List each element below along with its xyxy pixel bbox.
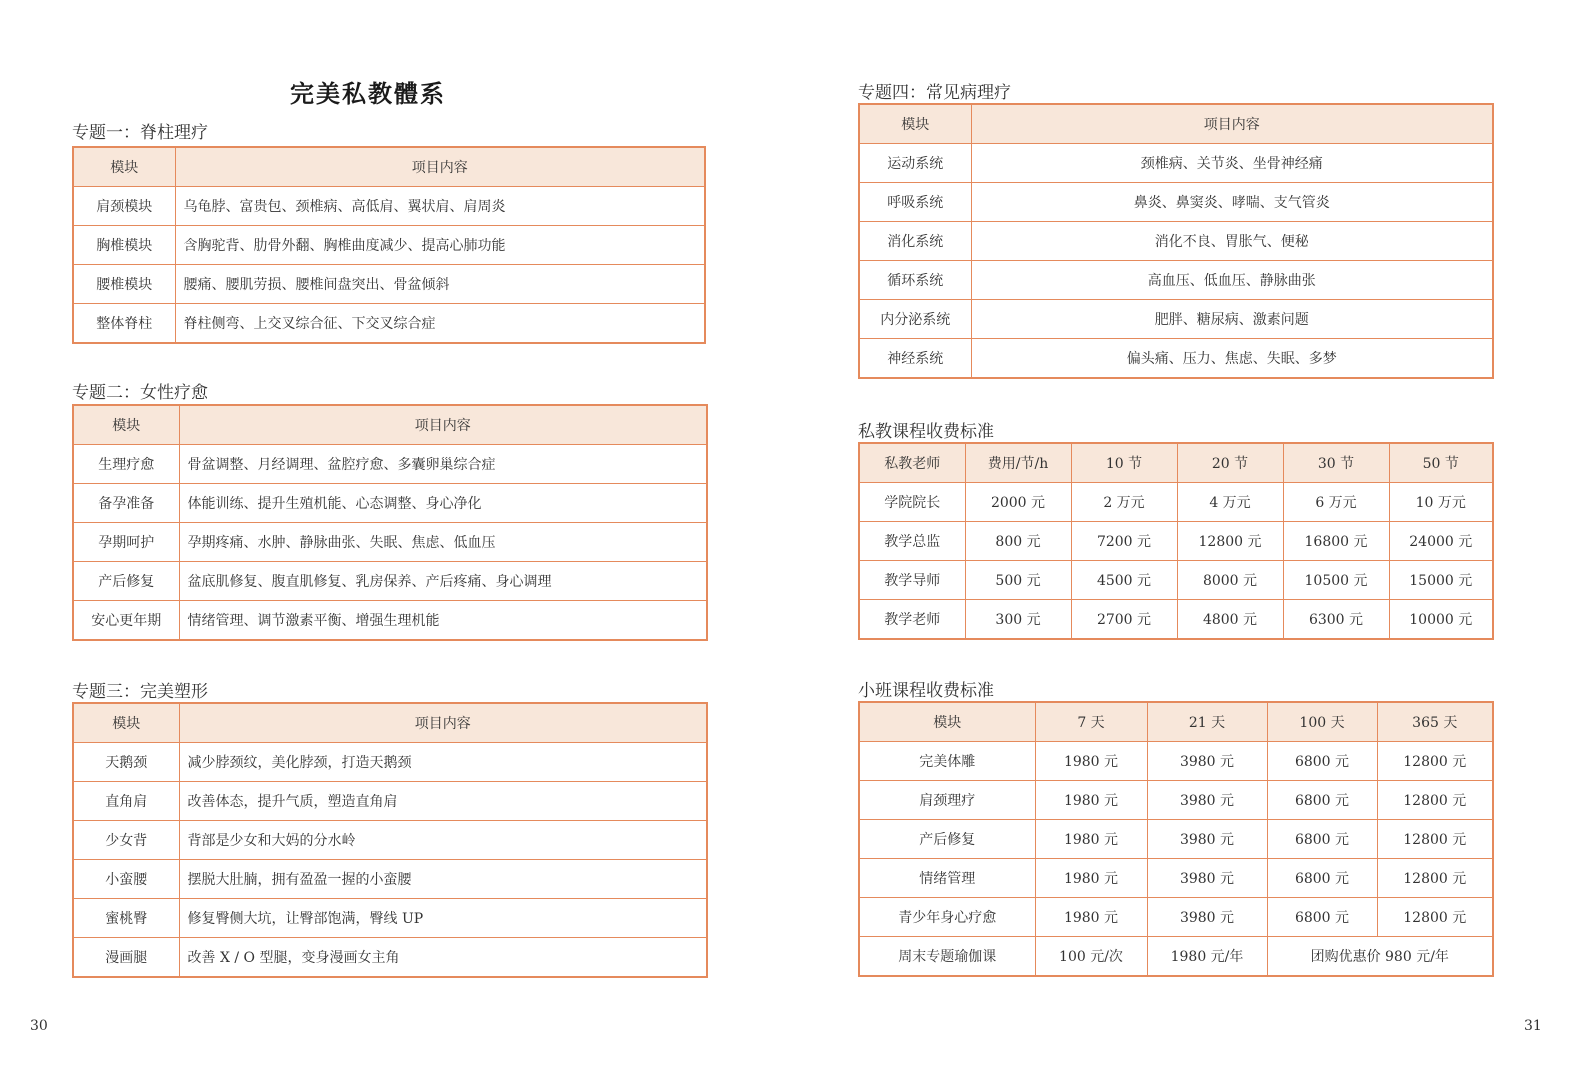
header-cell: 50 节	[1389, 443, 1493, 483]
page-number-left: 30	[30, 1018, 48, 1034]
table-header-row	[859, 702, 1493, 742]
table-row	[73, 860, 707, 899]
table-row	[73, 187, 705, 226]
price-cell: 3980 元	[1147, 898, 1267, 937]
price-cell: 4800 元	[1177, 600, 1283, 640]
content-cell: 乌龟脖、富贵包、颈椎病、高低肩、翼状肩、肩周炎	[175, 187, 705, 226]
table-row	[859, 183, 1493, 222]
table-row	[73, 743, 707, 782]
section-title-class-fee: 小班课程收费标准	[858, 681, 994, 701]
table-row	[73, 562, 707, 601]
header-cell: 私教老师	[859, 443, 965, 483]
table-row	[859, 483, 1493, 522]
class-fee-table	[858, 701, 1494, 977]
price-cell: 100 元/次	[1035, 937, 1147, 977]
content-cell: 肥胖、糖尿病、激素问题	[971, 300, 1493, 339]
module-cell: 运动系统	[859, 144, 971, 183]
module-cell: 神经系统	[859, 339, 971, 379]
module-cell: 蜜桃臀	[73, 899, 179, 938]
header-cell: 模块	[859, 104, 971, 144]
price-cell: 4 万元	[1177, 483, 1283, 522]
module-cell: 完美体雕	[859, 742, 1035, 781]
table-row	[73, 899, 707, 938]
group-discount-cell: 团购优惠价 980 元/年	[1267, 937, 1493, 977]
teacher-cell: 教学老师	[859, 600, 965, 640]
content-cell: 腰痛、腰肌劳损、腰椎间盘突出、骨盆倾斜	[175, 265, 705, 304]
module-cell: 胸椎模块	[73, 226, 175, 265]
module-cell: 漫画腿	[73, 938, 179, 978]
price-cell: 6800 元	[1267, 898, 1377, 937]
price-cell: 3980 元	[1147, 859, 1267, 898]
module-cell: 腰椎模块	[73, 265, 175, 304]
header-cell: 模块	[73, 147, 175, 187]
section-title-shaping: 专题三：完美塑形	[72, 682, 208, 702]
price-cell: 6800 元	[1267, 742, 1377, 781]
content-cell: 背部是少女和大妈的分水岭	[179, 821, 707, 860]
header-cell: 项目内容	[179, 405, 707, 445]
price-cell: 1980 元/年	[1147, 937, 1267, 977]
content-cell: 改善体态，提升气质，塑造直角肩	[179, 782, 707, 821]
content-cell: 孕期疼痛、水肿、静脉曲张、失眠、焦虑、低血压	[179, 523, 707, 562]
female-table	[72, 404, 708, 641]
module-cell: 生理疗愈	[73, 445, 179, 484]
price-cell: 12800 元	[1377, 898, 1493, 937]
module-cell: 整体脊柱	[73, 304, 175, 344]
price-cell: 6800 元	[1267, 859, 1377, 898]
content-cell: 改善 X / O 型腿，变身漫画女主角	[179, 938, 707, 978]
table-row	[73, 821, 707, 860]
price-cell: 10000 元	[1389, 600, 1493, 640]
price-cell: 12800 元	[1377, 742, 1493, 781]
price-cell: 300 元	[965, 600, 1071, 640]
price-cell: 1980 元	[1035, 781, 1147, 820]
module-cell: 肩颈理疗	[859, 781, 1035, 820]
price-cell: 15000 元	[1389, 561, 1493, 600]
table-header-row	[73, 703, 707, 743]
content-cell: 体能训练、提升生殖机能、心态调整、身心净化	[179, 484, 707, 523]
table-row	[859, 261, 1493, 300]
table-row	[859, 522, 1493, 561]
price-cell: 6300 元	[1283, 600, 1389, 640]
table-row	[73, 226, 705, 265]
module-cell: 循环系统	[859, 261, 971, 300]
header-cell: 项目内容	[179, 703, 707, 743]
price-cell: 1980 元	[1035, 898, 1147, 937]
price-cell: 16800 元	[1283, 522, 1389, 561]
content-cell: 减少脖颈纹，美化脖颈，打造天鹅颈	[179, 743, 707, 782]
price-cell: 800 元	[965, 522, 1071, 561]
price-cell: 12800 元	[1377, 820, 1493, 859]
module-cell: 肩颈模块	[73, 187, 175, 226]
table-header-row	[73, 405, 707, 445]
header-cell: 模块	[73, 703, 179, 743]
table-row	[859, 742, 1493, 781]
table-row	[859, 300, 1493, 339]
table-row	[73, 601, 707, 641]
content-cell: 摆脱大肚腩，拥有盈盈一握的小蛮腰	[179, 860, 707, 899]
header-cell: 100 天	[1267, 702, 1377, 742]
price-cell: 6 万元	[1283, 483, 1389, 522]
table-row	[73, 782, 707, 821]
module-cell: 情绪管理	[859, 859, 1035, 898]
table-row	[859, 937, 1493, 977]
content-cell: 盆底肌修复、腹直肌修复、乳房保养、产后疼痛、身心调理	[179, 562, 707, 601]
price-cell: 3980 元	[1147, 820, 1267, 859]
content-cell: 鼻炎、鼻窦炎、哮喘、支气管炎	[971, 183, 1493, 222]
content-cell: 消化不良、胃胀气、便秘	[971, 222, 1493, 261]
table-header-row	[859, 443, 1493, 483]
disease-table	[858, 103, 1494, 379]
table-row	[73, 304, 705, 344]
price-cell: 1980 元	[1035, 820, 1147, 859]
content-cell: 骨盆调整、月经调理、盆腔疗愈、多囊卵巢综合症	[179, 445, 707, 484]
price-cell: 10 万元	[1389, 483, 1493, 522]
price-cell: 2000 元	[965, 483, 1071, 522]
header-cell: 10 节	[1071, 443, 1177, 483]
teacher-cell: 教学导师	[859, 561, 965, 600]
price-cell: 12800 元	[1377, 859, 1493, 898]
module-cell: 小蛮腰	[73, 860, 179, 899]
section-title-private-fee: 私教课程收费标准	[858, 422, 994, 442]
module-cell: 安心更年期	[73, 601, 179, 641]
page-title: 完美私教體系	[290, 79, 446, 108]
price-cell: 3980 元	[1147, 742, 1267, 781]
table-row	[859, 222, 1493, 261]
module-cell: 青少年身心疗愈	[859, 898, 1035, 937]
module-cell: 直角肩	[73, 782, 179, 821]
table-row	[859, 898, 1493, 937]
price-cell: 2700 元	[1071, 600, 1177, 640]
table-row	[859, 859, 1493, 898]
table-row	[73, 523, 707, 562]
price-cell: 10500 元	[1283, 561, 1389, 600]
table-row	[73, 265, 705, 304]
content-cell: 颈椎病、关节炎、坐骨神经痛	[971, 144, 1493, 183]
price-cell: 12800 元	[1177, 522, 1283, 561]
content-cell: 修复臀侧大坑，让臀部饱满，臀线 UP	[179, 899, 707, 938]
module-cell: 消化系统	[859, 222, 971, 261]
private-fee-table	[858, 442, 1494, 640]
module-cell: 周末专题瑜伽课	[859, 937, 1035, 977]
header-cell: 项目内容	[175, 147, 705, 187]
table-row	[859, 781, 1493, 820]
price-cell: 4500 元	[1071, 561, 1177, 600]
shaping-table	[72, 702, 708, 978]
header-cell: 7 天	[1035, 702, 1147, 742]
price-cell: 24000 元	[1389, 522, 1493, 561]
price-cell: 6800 元	[1267, 781, 1377, 820]
content-cell: 脊柱侧弯、上交叉综合征、下交叉综合症	[175, 304, 705, 344]
module-cell: 内分泌系统	[859, 300, 971, 339]
header-cell: 模块	[73, 405, 179, 445]
section-title-disease: 专题四：常见病理疗	[858, 83, 1011, 103]
price-cell: 8000 元	[1177, 561, 1283, 600]
price-cell: 1980 元	[1035, 742, 1147, 781]
header-cell: 模块	[859, 702, 1035, 742]
section-title-spine: 专题一：脊柱理疗	[72, 123, 208, 143]
teacher-cell: 学院院长	[859, 483, 965, 522]
module-cell: 孕期呵护	[73, 523, 179, 562]
spine-table	[72, 146, 706, 344]
table-row	[73, 484, 707, 523]
module-cell: 呼吸系统	[859, 183, 971, 222]
price-cell: 7200 元	[1071, 522, 1177, 561]
content-cell: 含胸驼背、肋骨外翻、胸椎曲度减少、提高心肺功能	[175, 226, 705, 265]
header-cell: 21 天	[1147, 702, 1267, 742]
table-row	[859, 820, 1493, 859]
table-row	[73, 938, 707, 978]
content-cell: 情绪管理、调节激素平衡、增强生理机能	[179, 601, 707, 641]
module-cell: 天鹅颈	[73, 743, 179, 782]
table-header-row	[73, 147, 705, 187]
header-cell: 费用/节/h	[965, 443, 1071, 483]
price-cell: 6800 元	[1267, 820, 1377, 859]
table-row	[859, 561, 1493, 600]
price-cell: 3980 元	[1147, 781, 1267, 820]
price-cell: 2 万元	[1071, 483, 1177, 522]
section-title-female: 专题二：女性疗愈	[72, 383, 208, 403]
price-cell: 12800 元	[1377, 781, 1493, 820]
module-cell: 产后修复	[859, 820, 1035, 859]
table-row	[859, 144, 1493, 183]
page-number-right: 31	[1524, 1018, 1542, 1034]
header-cell: 项目内容	[971, 104, 1493, 144]
table-row	[859, 339, 1493, 379]
table-row	[859, 600, 1493, 640]
header-cell: 30 节	[1283, 443, 1389, 483]
price-cell: 500 元	[965, 561, 1071, 600]
module-cell: 备孕准备	[73, 484, 179, 523]
header-cell: 20 节	[1177, 443, 1283, 483]
module-cell: 少女背	[73, 821, 179, 860]
content-cell: 偏头痛、压力、焦虑、失眠、多梦	[971, 339, 1493, 379]
price-cell: 1980 元	[1035, 859, 1147, 898]
header-cell: 365 天	[1377, 702, 1493, 742]
teacher-cell: 教学总监	[859, 522, 965, 561]
module-cell: 产后修复	[73, 562, 179, 601]
table-row	[73, 445, 707, 484]
content-cell: 高血压、低血压、静脉曲张	[971, 261, 1493, 300]
table-header-row	[859, 104, 1493, 144]
